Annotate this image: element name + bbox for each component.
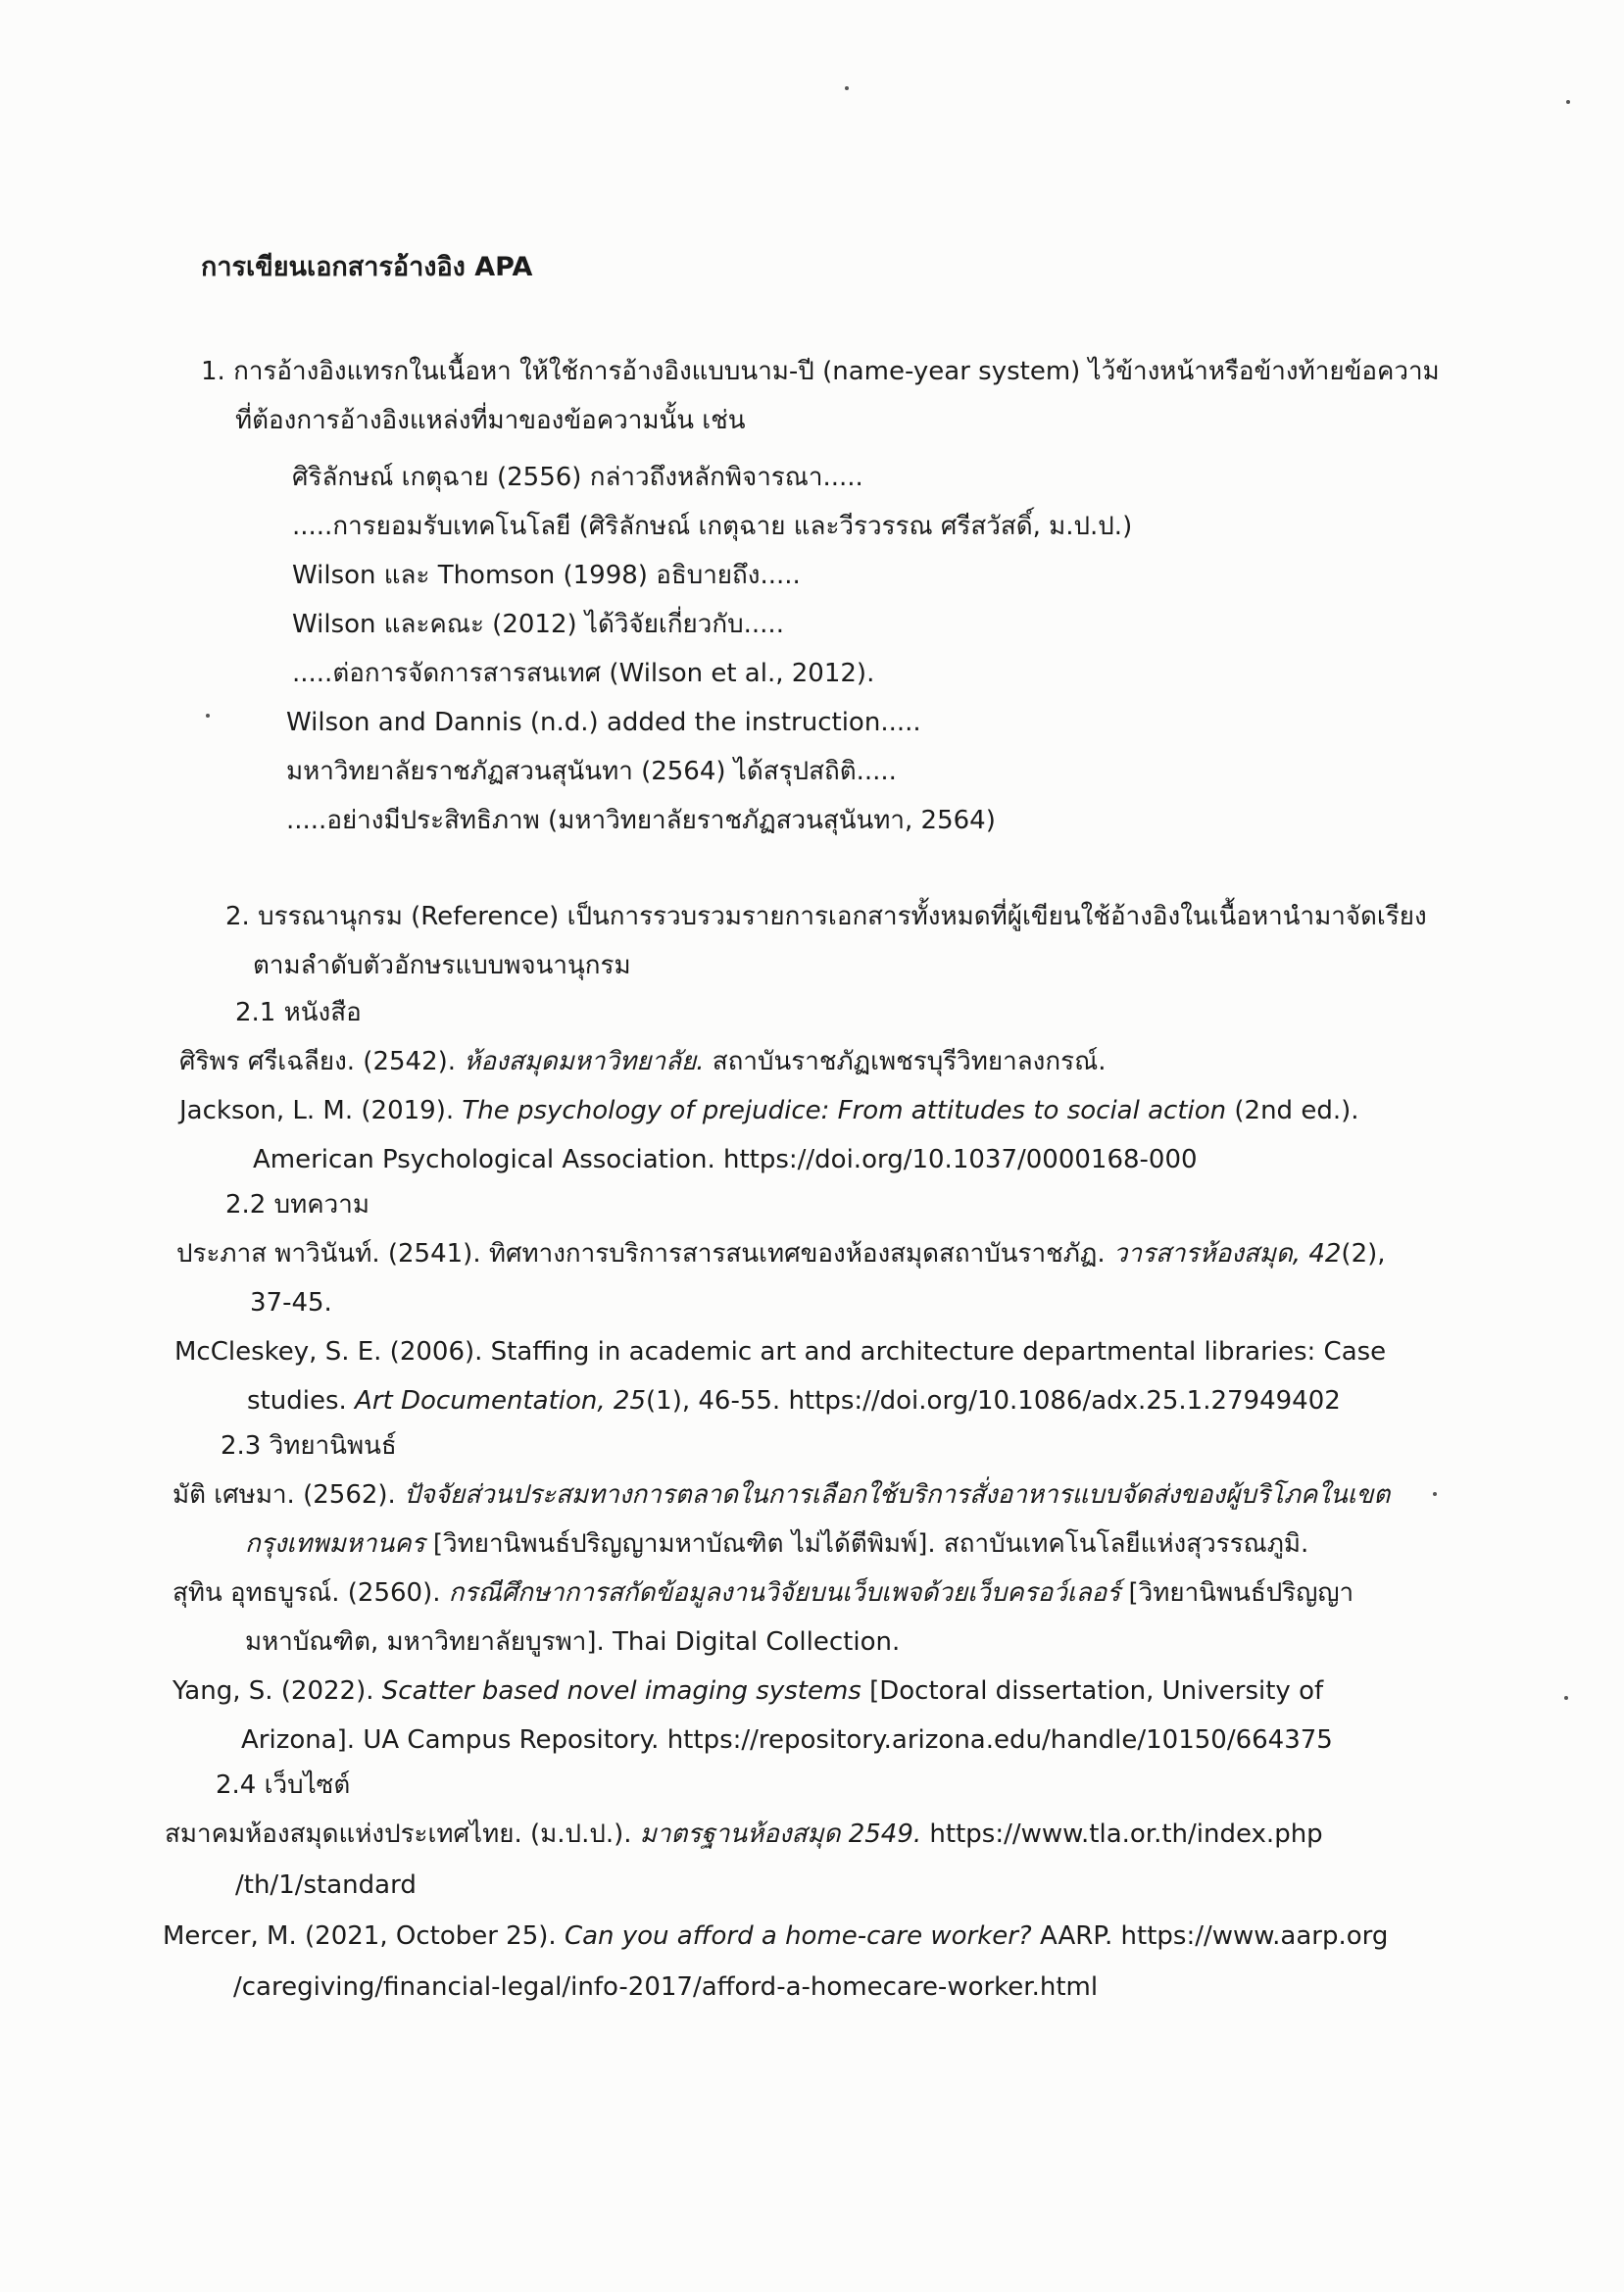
- reference-continuation: studies. Art Documentation, 25(1), 46-55. https://doi.org/10.1086/adx.25.1.27949402: [247, 1386, 1341, 1416]
- reference-continuation: Arizona]. UA Campus Repository. https://repository.arizona.edu/handle/10150/664375: [241, 1725, 1333, 1755]
- scan-speck: [1566, 100, 1570, 104]
- citation-example: .....ต่อการจัดการสารสนเทศ (Wilson et al., 2012).: [292, 659, 875, 688]
- subheading-articles: 2.2 บทความ: [225, 1190, 369, 1220]
- citation-example: Wilson และคณะ (2012) ได้วิจัยเกี่ยวกับ.....: [292, 610, 784, 639]
- reference-continuation: กรุงเทพมหานคร [วิทยานิพนธ์ปริญญามหาบัณฑิต ไม่ได้ตีพิมพ์]. สถาบันเทคโนโลยีแห่งสุวรรณภูมิ.: [245, 1529, 1309, 1559]
- subheading-websites: 2.4 เว็บไซต์: [216, 1770, 351, 1800]
- reference-continuation: /th/1/standard: [235, 1870, 417, 1900]
- citation-example: .....การยอมรับเทคโนโลยี (ศิริลักษณ์ เกตุฉาย และวีรวรรณ ศรีสวัสดิ์, ม.ป.ป.): [292, 512, 1133, 541]
- reference-entry: สมาคมห้องสมุดแห่งประเทศไทย. (ม.ป.ป.). มาตรฐานห้องสมุด 2549. https://www.tla.or.th/index.php: [165, 1819, 1323, 1849]
- subheading-theses: 2.3 วิทยานิพนธ์: [221, 1431, 397, 1461]
- section-2-line-2: ตามลำดับตัวอักษรแบบพจนานุกรม: [253, 951, 631, 980]
- citation-example: มหาวิทยาลัยราชภัฏสวนสุนันทา (2564) ได้สรุปสถิติ.....: [286, 757, 897, 786]
- document-title: การเขียนเอกสารอ้างอิง APA: [201, 252, 533, 282]
- citation-example: Wilson and Dannis (n.d.) added the instruction.....: [286, 708, 921, 737]
- section-1-line-2: ที่ต้องการอ้างอิงแหล่งที่มาของข้อความนั้น เช่น: [235, 406, 746, 435]
- reference-entry: Yang, S. (2022). Scatter based novel imaging systems [Doctoral dissertation, University of: [172, 1676, 1324, 1706]
- reference-entry: McCleskey, S. E. (2006). Staffing in academic art and architecture departmental libraries: Case: [174, 1337, 1387, 1367]
- reference-continuation: มหาบัณฑิต, มหาวิทยาลัยบูรพา]. Thai Digital Collection.: [245, 1627, 901, 1657]
- reference-continuation: 37-45.: [250, 1288, 332, 1318]
- reference-entry: ศิริพร ศรีเฉลียง. (2542). ห้องสมุดมหาวิทยาลัย. สถาบันราชภัฏเพชรบุรีวิทยาลงกรณ์.: [179, 1047, 1107, 1076]
- scan-speck: [1433, 1492, 1437, 1496]
- reference-entry: สุทิน อุทธบูรณ์. (2560). กรณีศึกษาการสกัดข้อมูลงานวิจัยบนเว็บเพจด้วยเว็บครอว์เลอร์ [วิทยานิพนธ์ปริญญา: [172, 1578, 1354, 1608]
- citation-example: .....อย่างมีประสิทธิภาพ (มหาวิทยาลัยราชภัฏสวนสุนันทา, 2564): [286, 806, 996, 835]
- scan-speck: [1564, 1696, 1568, 1700]
- citation-example: ศิริลักษณ์ เกตุฉาย (2556) กล่าวถึงหลักพิจารณา.....: [292, 463, 863, 492]
- reference-entry: มัติ เศษมา. (2562). ปัจจัยส่วนประสมทางการตลาดในการเลือกใช้บริการสั่งอาหารแบบจัดส่งของผู้บริโภคในเขต: [172, 1480, 1391, 1510]
- reference-entry: Jackson, L. M. (2019). The psychology of prejudice: From attitudes to social action (2nd ed.).: [179, 1096, 1359, 1125]
- scan-speck: [845, 86, 849, 90]
- reference-entry: Mercer, M. (2021, October 25). Can you afford a home-care worker? AARP. https://www.aarp.org: [163, 1921, 1389, 1951]
- reference-continuation: American Psychological Association. https://doi.org/10.1037/0000168-000: [253, 1145, 1198, 1174]
- citation-example: Wilson และ Thomson (1998) อธิบายถึง.....: [292, 561, 801, 590]
- section-1-line-1: 1. การอ้างอิงแทรกในเนื้อหา ให้ใช้การอ้างอิงแบบนาม-ปี (name-year system) ไว้ข้างหน้าหรือข้างท้ายข้อความ: [201, 357, 1440, 386]
- subheading-books: 2.1 หนังสือ: [235, 998, 362, 1027]
- reference-continuation: /caregiving/financial-legal/info-2017/afford-a-homecare-worker.html: [233, 1972, 1099, 2002]
- scan-speck: [206, 714, 210, 718]
- section-2-line-1: 2. บรรณานุกรม (Reference) เป็นการรวบรวมรายการเอกสารทั้งหมดที่ผู้เขียนใช้อ้างอิงในเนื้อหานำมาจัดเรียง: [225, 902, 1427, 931]
- reference-entry: ประภาส พาวินันท์. (2541). ทิศทางการบริการสารสนเทศของห้องสมุดสถาบันราชภัฏ. วารสารห้องสมุด, 42(2),: [176, 1239, 1386, 1269]
